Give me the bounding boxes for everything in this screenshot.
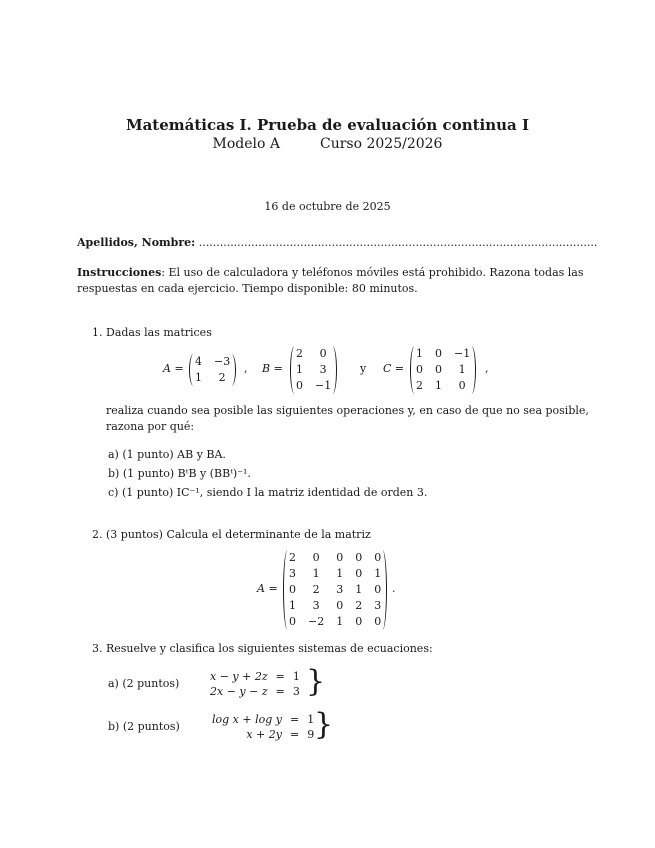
paren-left — [410, 346, 419, 394]
ex1-number: 1. — [92, 326, 103, 339]
ex1-text-1: realiza cuando sea posible las siguientes operaciones y, en caso de que no sea posible, — [106, 404, 589, 417]
matrix-A-5x5-table — [283, 550, 387, 630]
matrix-cell: 0 — [355, 567, 363, 580]
matrix-cell: 2 — [312, 583, 320, 596]
exam-date: 16 de octubre de 2025 — [264, 200, 391, 213]
matrix-cell: 0 — [336, 551, 344, 564]
matrix-cell: 1 — [289, 599, 296, 612]
student-label: Apellidos, Nombre: — [77, 236, 196, 249]
matrix-cell: 3 — [319, 363, 327, 376]
instructions-line-1 — [77, 266, 584, 279]
matrix-cell: −1 — [454, 347, 471, 360]
matrix-cell: 2 — [289, 551, 296, 564]
matrix-cell: 1 — [374, 567, 382, 580]
instructions-label: Instrucciones — [77, 266, 162, 279]
system-a-table — [206, 669, 304, 699]
matrix-cell: 0 — [374, 615, 382, 628]
matrix-cell: 0 — [289, 583, 296, 596]
instructions-text-1: : El uso de calculadora y teléfonos móviles está prohibido. Razona todas las — [161, 266, 584, 279]
matrix-cell: 1 — [458, 363, 466, 376]
matrix-cell: 1 — [416, 347, 423, 360]
paren-left — [189, 354, 198, 386]
matrix-cell: 3 — [336, 583, 344, 596]
matrix-cell: 0 — [416, 363, 423, 376]
student-name-line — [77, 236, 597, 249]
matrix-C — [410, 346, 476, 394]
matrix-cell: 1 — [296, 363, 303, 376]
system-b-table — [208, 712, 318, 742]
ex1-and: y — [360, 362, 367, 375]
ex2-number: 2. — [92, 528, 103, 541]
ex1-B-label — [262, 362, 283, 375]
ex3-number: 3. — [92, 642, 103, 655]
matrix-cell: 0 — [435, 363, 442, 376]
matrix-cell: −2 — [308, 615, 325, 628]
matrix-cell: 0 — [355, 551, 363, 564]
matrix-A — [189, 354, 236, 386]
student-dots: .................................................................................................................. — [198, 236, 598, 249]
ex2-A-label — [257, 582, 278, 595]
ex1-C-label-text: C = — [383, 362, 405, 375]
matrix-cell: 0 — [289, 615, 296, 628]
paren-left — [283, 550, 292, 630]
equation-part: 2x − y − z — [210, 685, 268, 698]
ex1-C-label — [383, 362, 404, 375]
matrix-cell: 0 — [296, 379, 303, 392]
ex1-item-a: a) (1 punto) AB y BA. — [108, 448, 226, 461]
ex2-end: . — [392, 582, 396, 595]
ex3-a-label: a) (2 puntos) — [108, 677, 180, 690]
system-a — [206, 669, 304, 699]
page-title: Matemáticas I. Prueba de evaluación continua I — [125, 116, 529, 134]
matrix-cell: 0 — [336, 599, 344, 612]
matrix-cell: 0 — [319, 347, 327, 360]
matrix-B — [290, 346, 337, 394]
equation-part: log x + log y — [212, 713, 282, 726]
ex1-B-label-text: B = — [262, 362, 283, 375]
ex2-A-label-text: A = — [257, 582, 278, 595]
matrix-cell: 3 — [374, 599, 382, 612]
ex1-item-c: c) (1 punto) IC⁻¹, siendo I la matriz identidad de orden 3. — [108, 486, 428, 499]
matrix-cell: 0 — [458, 379, 466, 392]
ex1-A-label-text: A = — [163, 362, 184, 375]
matrix-cell: 2 — [218, 371, 226, 384]
ex1-text-2: razona por qué: — [106, 420, 195, 433]
ex1-A-label — [163, 362, 184, 375]
equation-part: = — [290, 728, 300, 741]
matrix-cell: 3 — [312, 599, 320, 612]
equation-part: = — [275, 685, 285, 698]
subtitle — [0, 136, 655, 152]
system-b — [208, 712, 318, 742]
matrix-cell: −3 — [214, 355, 231, 368]
matrix-cell: 4 — [195, 355, 202, 368]
matrix-cell: 1 — [355, 583, 363, 596]
equation-part: 1 — [292, 670, 300, 683]
paren-left — [290, 346, 299, 394]
ex2-intro: (3 puntos) Calcula el determinante de la matriz — [106, 528, 371, 541]
matrix-cell: 1 — [435, 379, 442, 392]
instructions-text-2: respuestas en cada ejercicio. Tiempo disponible: 80 minutos. — [77, 282, 418, 295]
matrix-cell: 0 — [374, 583, 382, 596]
matrix-cell: 1 — [336, 567, 344, 580]
matrix-cell: 0 — [435, 347, 442, 360]
matrix-cell: 1 — [312, 567, 320, 580]
matrix-cell: 1 — [336, 615, 344, 628]
equation-part: = — [275, 670, 285, 683]
model-label: Modelo A — [212, 136, 280, 152]
matrix-A-5x5 — [283, 550, 387, 630]
equation-part: = — [290, 713, 300, 726]
equation-part: x + 2y — [246, 728, 282, 741]
matrix-cell: 0 — [374, 551, 382, 564]
matrix-cell: −1 — [315, 379, 332, 392]
matrix-cell: 0 — [355, 615, 363, 628]
ex1-item-b: b) (1 punto) BᵗB y (BBᵗ)⁻¹. — [108, 467, 251, 480]
ex1-intro: Dadas las matrices — [106, 326, 212, 339]
system-a-brace: } — [306, 664, 326, 699]
matrix-cell: 1 — [195, 371, 202, 384]
equation-part: 3 — [292, 685, 300, 698]
equation-part: 9 — [307, 728, 315, 741]
matrix-cell: 2 — [296, 347, 303, 360]
matrix-cell: 0 — [312, 551, 320, 564]
matrix-cell: 2 — [355, 599, 363, 612]
matrix-cell: 2 — [416, 379, 423, 392]
equation-part: 1 — [307, 713, 315, 726]
course-label: Curso 2025/2026 — [320, 136, 443, 152]
matrix-cell: 3 — [289, 567, 296, 580]
ex3-intro: Resuelve y clasifica los siguientes sistemas de ecuaciones: — [106, 642, 433, 655]
ex3-b-label: b) (2 puntos) — [108, 720, 180, 733]
system-b-brace: } — [314, 707, 334, 742]
equation-part: x − y + 2z — [210, 670, 268, 683]
ex1-sep1: , — [244, 362, 248, 375]
ex1-sep2: , — [485, 362, 489, 375]
